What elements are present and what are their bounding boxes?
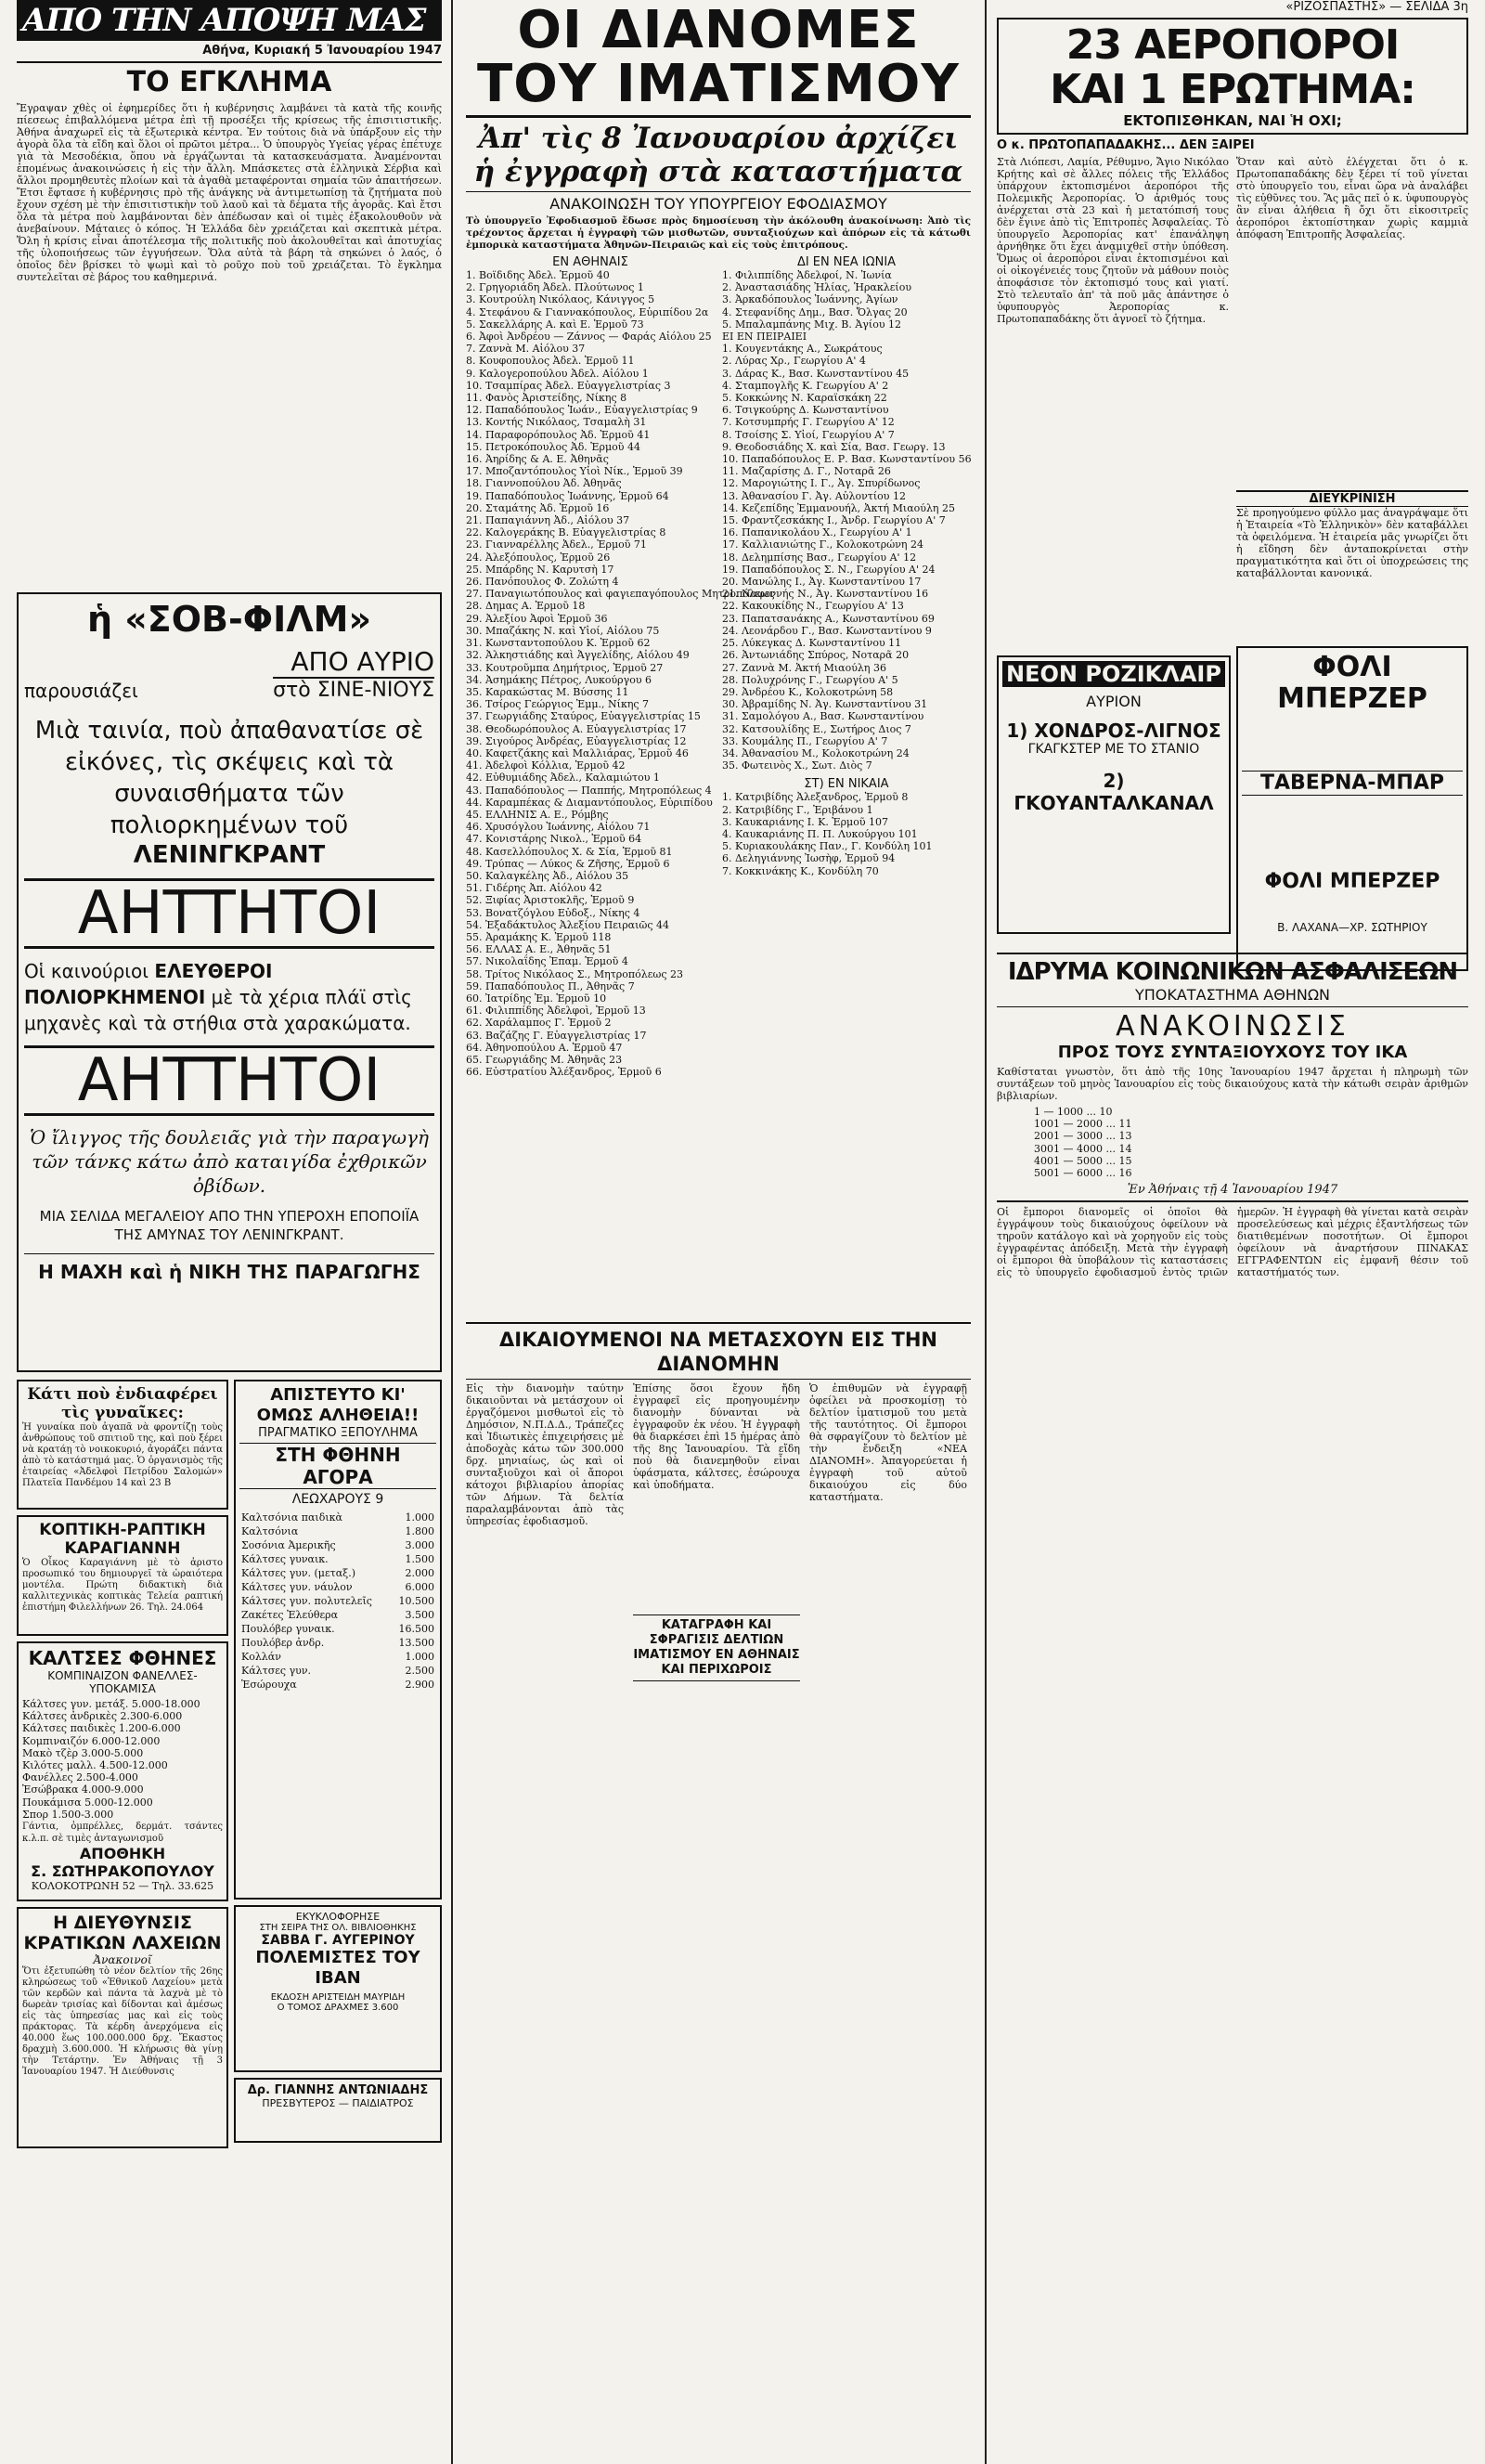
airmen-subheadline: ΕΚΤΟΠΙΣΘΗΚΑΝ, ΝΑΙ Ἡ ΟΧΙ; — [1123, 112, 1342, 129]
labor-text: Ὁ ἴλιγγος τῆς δουλειᾶς γιὰ τὴν παραγωγὴ τῶν τάνκς κάτω ἀπὸ καταιγίδα ἐχθρικῶν ὀβίδων. — [30, 1126, 429, 1197]
ika-branch: ΥΠΟΚΑΤΑΣΤΗΜΑ ΑΘΗΝΩΝ — [1134, 986, 1331, 1004]
list-item: 39. Σιγούρος Ἀνδρέας, Εὐαγγελιστρίας 12 — [466, 734, 687, 747]
price-item-name: Κάλτσες γυν. νάυλον — [241, 1581, 353, 1593]
list-item: 15. Φραντζεσκάκης Ι., Ἀνδρ. Γεωργίου Α' 7 — [722, 514, 946, 527]
piraeus-stores-list — [722, 269, 971, 772]
list-item: 55. Ἀραμάκης Κ. Ἑρμοῦ 118 — [466, 930, 612, 943]
list-item: 49. Τρύπας — Λύκος & Ζῆσης, Ἑρμοῦ 6 — [466, 857, 670, 870]
kopitiki-title: ΚΟΠΤΙΚΗ-ΡΑΠΤΙΚΗ ΚΑΡΑΓΙΑΝΝΗ — [39, 1521, 206, 1558]
book-edition: ΕΚΔΟΣΗ ΑΡΙΣΤΕΙΔΗ ΜΑΥΡΙΔΗ — [270, 1992, 406, 2003]
cinema-name: στὸ ΣΙΝΕ-ΝΙΟΥΣ — [273, 679, 434, 702]
list-item: 30. Μπαζάκης Ν. καὶ Υἱοί, Αἰόλου 75 — [466, 624, 660, 637]
list-item: 34. Ἀσημάκης Πέτρος, Λυκούργου 6 — [466, 673, 652, 686]
ladies-ad — [17, 1380, 228, 1510]
price-item: Κάλτσες γυν. μετάξ. 5.000-18.000 — [22, 1698, 200, 1710]
list-item: 35. Καρακώστας Μ. Βύσσης 11 — [466, 685, 629, 698]
list-item: 59. Παπαδόπουλος Π., Ἀθηνᾶς 7 — [466, 979, 635, 992]
list-item: 5. Κυριακουλάκης Παν., Γ. Κονδύλη 101 — [722, 840, 933, 853]
list-item: 13. Κοντής Νικόλαος, Τσαμαλὴ 31 — [466, 416, 647, 429]
kopitiki-text: Ὁ Οἶκος Καραγιάννη μὲ τὸ ἀριστο προσωπικό του δημιουργεῖ τὰ ὡραιότερα μοντέλα. Πρώτη διδακτικὴ διὰ καλλιτεχνικὰς κοπτικὰς Τελεία ραπτική ἐπιστήμη Φιλελλήνων 26. Τηλ. 24.064 — [22, 1558, 223, 1613]
cheap-market-address: ΛΕΩΧΑΡΟΥΣ 9 — [291, 1492, 384, 1507]
list-item: 33. Κουμάλης Π., Γεωργίου Α' 7 — [722, 734, 888, 747]
list-item: 15. Πετροκόπουλος Ἀδ. Ἑρμοῦ 44 — [466, 440, 640, 453]
price-item-value: 3.500 — [405, 1609, 434, 1621]
nikaia-title: ΣΤ) ΕΝ ΝΙΚΑΙΑ — [804, 777, 889, 792]
tavern-bar-label: ΤΑΒΕΡΝΑ-ΜΠΑΡ — [1242, 771, 1463, 796]
list-item: 31. Κωνσταντοπούλου Κ. Ἑρμοῦ 62 — [466, 637, 651, 650]
table-row — [239, 1511, 436, 1524]
headline-line-1: ΟΙ ΔΙΑΝΟΜΕΣ — [517, 0, 920, 60]
list-item: 61. Φιλιππίδης Ἀδελφοὶ, Ἑρμοῦ 13 — [466, 1005, 646, 1018]
list-item: 29. Ἀνδρέου Κ., Κολοκοτρώνη 58 — [722, 685, 894, 698]
nea-ionia-title: ΔΙ ΕΝ ΝΕΑ ΙΩΝΙΑ — [796, 255, 897, 269]
invincibles-title: ΑΗΤΤΗΤΟΙ — [24, 878, 434, 949]
list-item: 19. Παπαδόπουλος Σ. Ν., Γεωργίου Α' 24 — [722, 563, 936, 576]
column-rule-1 — [451, 0, 453, 2464]
price-item: Κομπιναιζόν 6.000-12.000 — [22, 1734, 161, 1747]
page-label: «ΡΙΖΟΣΠΑΣΤΗΣ» — ΣΕΛΙΔΑ 3η — [1285, 0, 1468, 14]
table-row — [239, 1678, 436, 1692]
list-item: 10. Παπαδόπουλος Ε. Ρ. Βασ. Κωνσταντίνου 56 — [722, 453, 972, 466]
list-item: 53. Βονατζόγλου Εὐδοξ., Νίκης 4 — [466, 906, 640, 919]
price-item-value: 6.000 — [405, 1581, 434, 1593]
price-item-value: 16.500 — [398, 1623, 434, 1635]
book-published: ΕΚΥΚΛΟΦΟΡΗΣΕ — [295, 1911, 381, 1923]
price-item-name: Καλτσόνια — [241, 1525, 299, 1537]
ika-schedule — [1034, 1106, 1468, 1179]
list-item: 9. Καλογεροπούλου Ἀδελ. Αἰόλου 1 — [466, 367, 649, 380]
list-item: 63. Βαζάζης Γ. Εὐαγγελιστρίας 17 — [466, 1029, 647, 1042]
clarification-title: ΔΙΕΥΚΡΙΝΙΣΗ — [1236, 490, 1468, 507]
airmen-headline-1: 23 ΑΕΡΟΠΟΡΟΙ — [1065, 21, 1400, 69]
list-item: 6. Δεληγιάννης Ἰωσὴφ, Ἑρμοῦ 94 — [722, 852, 896, 865]
book-series: ΣΤΗ ΣΕΙΡΑ ΤΗΣ ΟΛ. ΒΙΒΛΙΟΘΗΚΗΣ — [259, 1923, 417, 1933]
table-row — [239, 1594, 436, 1608]
epic-line: ΜΙΑ ΣΕΛΙΔΑ ΜΕΓΑΛΕΙΟΥ ΑΠΟ ΤΗΝ ΥΠΕΡΟΧΗ ΕΠΟΠΟΙΪΑ ΤΗΣ ΑΜΥΝΑΣ ΤΟΥ ΛΕΝΙΝΓΚΡΑΝΤ. — [39, 1208, 420, 1243]
price-item-value: 2.000 — [405, 1567, 434, 1579]
price-item-value: 1.000 — [405, 1511, 434, 1524]
list-item: 46. Χρυσόγλου Ἰωάννης, Αἰόλου 71 — [466, 821, 651, 834]
list-item: 24. Λεονάρδου Γ., Βασ. Κωνσταντίνου 9 — [722, 624, 932, 637]
list-item: 37. Γεωργιάδης Σταύρος, Εὐαγγελιστρίας 15 — [466, 710, 701, 723]
list-item: 64. Ἀθηνοπούλου Α. Ἑρμοῦ 47 — [466, 1041, 623, 1054]
price-item-name: Σοσόνια Ἀμερικῆς — [241, 1539, 336, 1551]
book-ad — [234, 1905, 442, 2072]
list-item: 5. Μπαλαμπάνης Μιχ. Β. Ἀγίου 12 — [722, 318, 901, 331]
airmen-article-text-2: Ὅταν καὶ αὐτὸ ἐλέγχεται ὅτι ὁ κ. Πρωτοπαπαδάκης δὲν ξέρει τί τοῦ γίνεται στὸ ὑπουργεῖο του, εἶναι ὥρα νὰ ἀναλάβει τὶς εὐθῦνες του. Ἂς μᾶς πεῖ ὁ κ. ὑφυπουργὸς ἂν εἶναι ἀλήθεια ἢ ὄχι ὅτι εἰκοσιτρεῖς ἀεροπόροι ἐκτοπίστηκαν χωρὶς καμμιὰ ἀπόφαση Ἐπιτροπῆς Ἀσφαλείας. — [1236, 156, 1468, 240]
schedule-row: 2001 — 3000 ... 13 — [1034, 1130, 1132, 1143]
list-item: 9. Θεοδοσιάδης Χ. καὶ Σία, Βασ. Γεωργ. 13 — [722, 440, 946, 453]
airmen-article-text: Στὰ Λιόπεσι, Λαμία, Ρέθυμνο, Ἄγιο Νικόλαο Κρήτης καὶ σὲ ἄλλες πόλεις τῆς Ἑλλάδος ὑπάρχουν ἐκτοπισμένοι ἀεροπόροι τῆς Πολεμικῆς Ἀεροπορίας. Ὁ ἀριθμός τους ἀνέρχεται στὰ 23 καὶ ἡ μετατόπισή τους δὲν ἔγινε ἀπὸ τὶς Ἐπιτροπὲς Ἀσφαλείας. Τὸ ὑπουργεῖο Ἀεροπορίας κατ' ἐπανάληψη ἀρνήθηκε ὅτι ἔχει ἀναμιχθεῖ στὴν ὑπόθεση. Ὅμως οἱ ἀεροπόροι εἶναι ἐκτοπισμένοι καὶ οἱ οἰκογένειές τους ζητοῦν νὰ μάθουν ποιὸς ἀποφάσισε τὸν ἐκτοπισμό τους καὶ γιατί. Στὸ τελευταῖο ἀπ' τὰ ποῦ μᾶς ἀπάντησε ὁ ὑφυπουργὸς Ἀεροπορίας κ. Πρωτοπαπαδάκης ὅτι ἀγνοεῖ τὸ ζήτημα. — [997, 156, 1229, 325]
list-item: 66. Εὐστρατίου Ἀλέξανδρος, Ἑρμοῦ 6 — [466, 1066, 662, 1079]
doctor-name: Δρ. ΓΙΑΝΝΗΣ ΑΝΤΩΝΙΑΔΗΣ — [247, 2083, 429, 2097]
list-item: 33. Κουτροῦμπα Δημήτριος, Ἑρμοῦ 27 — [466, 661, 664, 674]
list-item: 6. Ἀφοὶ Ἀνδρέου — Ζάννος — Φαράς Αἰόλου 25 — [466, 331, 712, 344]
kopitiki-ad — [17, 1515, 228, 1636]
price-item: Κάλτσες ἀνδρικὲς 2.300-6.000 — [22, 1710, 183, 1723]
list-item: 2. Γρηγοριάδη Ἀδελ. Πλούτωνος 1 — [466, 281, 644, 294]
lottery-sub: Ἀνακοινοῖ — [93, 1953, 152, 1966]
list-item: 7. Κοτσυμπρής Γ. Γεωργίου Α' 12 — [722, 416, 895, 429]
price-item-value: 1.000 — [405, 1651, 434, 1663]
price-item-value: 2.900 — [405, 1679, 434, 1691]
lottery-title: Η ΔΙΕΥΘΥΝΣΙΣ ΚΡΑΤΙΚΩΝ ΛΑΧΕΙΩΝ — [23, 1913, 222, 1953]
free-text-b: ΕΛΕΥΘΕΡΟΙ ΠΟΛΙΟΡΚΗΜΕΝΟΙ — [24, 960, 273, 1008]
ika-announcement-sub: ΠΡΟΣ ΤΟΥΣ ΣΥΝΤΑΞΙΟΥΧΟΥΣ ΤΟΥ ΙΚΑ — [1057, 1043, 1408, 1062]
price-item-name: Κάλτσες γυν. πολυτελεῖς — [241, 1595, 372, 1607]
list-item: 35. Φωτεινὸς Χ., Σωτ. Διὸς 7 — [722, 759, 872, 772]
socks-price-list — [22, 1698, 223, 1821]
list-item: 22. Καλογεράκης Β. Εὐαγγελιστρίας 8 — [466, 526, 666, 539]
price-item-value: 10.500 — [398, 1595, 434, 1607]
airmen-subheadline-2: Ο κ. ΠΡΩΤΟΠΑΠΑΔΑΚΗΣ... ΔΕΝ ΞΑΙΡΕΙ — [997, 138, 1255, 152]
schedule-row: 3001 — 4000 ... 14 — [1034, 1142, 1132, 1155]
editorial-text: Ἔγραψαν χθὲς οἱ ἐφημερίδες ὅτι ἡ κυβέρνησις λαμβάνει τὰ κατὰ τῆς κοινῆς πίεσεως ἐπιβαλλόμενα μέτρα ἐπὶ τῇ προσέξει τῆς κρίσεως τῆς ἐπισιτιστικῆς. Ἀθήνα ἀναχωρεῖ εἰς τὰ ἐξωτερικὰ κέντρα. Ἐν τούτοις διὰ νὰ ὑπάρξουν εἰς τὴν ἀγορὰ ὅλα τὰ εἴδη καὶ ὅλοι οἱ πρῶτοι μέτρα... Ὁ ὑπουργὸς Υγείας γέρας ἐπέτυχε γιὰ τὰ Μεσοδέκια, ὅπου νὰ ἐργάζωνται τὰ κατασκευάσματα. Ἀναμένονται ἐπομένως ἀνακοινώσεις ἡ εἰς τὴν ἄλλη. Μπάσκετες στὰ ἐλληνικὰ Σέρβια καὶ ἄλλοι προμηθευτὲς πλοίων καὶ τὰ ἀγαθὰ μεταφέρονται σημαία τῶν ἀπαιτήσεων. Ἔτσι ἔφτασε ἡ κυβέρνησις πρὸ τῆς ἀνάγκης νὰ ἀντιμετωπίσῃ τὰ ζητήματα ποὺ ἔχουν σχέση μὲ τὴν ἐπισιτιστικὴν τοῦ λαοῦ καὶ τὰ δέματα τῆς ἀγορᾶς. Καὶ ἔτσι ὅλα τὰ μέτρα ποὺ λαμβάνονται δὲν ἀπέδωσαν καὶ οἱ τιμὲς ἐξακολουθοῦν νὰ ἀνεβαίνουν. Μάταιες ὁ κόπος. Ἡ Ἑλλάδα δὲν χρειάζεται καὶ σκεπτικὰ μέτρα. Ὅλη ἡ κρίσις εἶναι ἀποτέλεσμα τῆς πολιτικῆς ποὺ ἀκολουθεῖται καὶ ἀποτυχίας τῆς ὑλοποιήσεως τῶν ἐγγυήσεων. Ὅλα αὐτὰ τὰ βάρη τὰ σηκώνει ὁ λαός, ὁ ὁποῖος δὲν βρίσκει τὸ ψωμὶ καὶ τὸ ροῦχο ποὺ τοῦ χρειάζεται. Τὸ ἔγκλημα συντελεῖται σὲ βάρος του καθημερινά. — [17, 102, 442, 283]
price-item-name: Κολλάν — [241, 1651, 281, 1663]
price-item: Σπορ 1.500-3.000 — [22, 1808, 114, 1821]
list-item: 2. Ἀναστασιάδης Ἠλίας, Ἡρακλείου — [722, 281, 912, 294]
date-line: Αθήνα, Κυριακή 5 Ἰανουαρίου 1947 — [202, 44, 442, 58]
list-item: 4. Καυκαριάνης Π. Π. Λυκούργου 101 — [722, 827, 918, 840]
list-item: 27. Ζαννὰ Μ. Ἀκτή Μιαούλη 36 — [722, 661, 886, 674]
free-text-a: Οἱ καινούριοι — [24, 960, 149, 982]
ika-announcement-title: ΑΝΑΚΟΙΝΩΣΙΣ — [1116, 1010, 1349, 1043]
list-item: 4. Στεφανίδης Δημ., Βασ. Ὄλγας 20 — [722, 305, 908, 318]
price-item: Κιλότες μαλλ. 4.500-12.000 — [22, 1759, 168, 1772]
store-title: ΑΠΟΘΗΚΗ — [79, 1845, 166, 1863]
list-item: 19. Παπαδόπουλος Ἰωάννης, Ἑρμοῦ 64 — [466, 489, 669, 502]
cheap-market-title: ΑΠΙΣΤΕΥΤΟ ΚΙ' ΟΜΩΣ ΑΛΗΘΕΙΑ!! — [256, 1385, 420, 1425]
price-item-name: Καλτσόνια παιδικὰ — [241, 1511, 342, 1524]
table-row — [239, 1650, 436, 1664]
list-item: 29. Ἀλεξίου Ἀφοὶ Ἑρμοῦ 36 — [466, 612, 608, 625]
list-item: 18. Γιαννοπούλου Ἀδ. Ἀθηνᾶς — [466, 477, 622, 490]
list-item: 28. Δημας Α. Ἑρμοῦ 18 — [466, 600, 586, 613]
list-item: 58. Τρίτος Νικόλαος Σ., Μητροπόλεως 23 — [466, 967, 684, 980]
list-item: 7. Κοκκινάκης Κ., Κονδύλη 70 — [722, 864, 879, 877]
price-table — [239, 1511, 436, 1692]
subheadline-1: Ἀπ' τὶς 8 Ἰανουαρίου ἀρχίζει — [478, 122, 959, 155]
list-item: 6. Τσιγκούρης Δ. Κωνσταντίνου — [722, 404, 889, 417]
list-item: 44. Καραμπέκας & Διαμαντόπουλος, Εὐριπίδου — [466, 796, 713, 809]
subheadline-2: ἡ ἐγγραφὴ στὰ καταστήματα — [473, 155, 963, 188]
foli-berzer-sub: ΦΟΛΙ ΜΠΕΡΖΕΡ — [1264, 870, 1440, 893]
list-item: 1. Κατριβίδης Ἀλεξανδρος, Ἑρμοῦ 8 — [722, 791, 909, 804]
table-row — [239, 1524, 436, 1538]
list-item: 51. Γιδέρης Ἀπ. Αἰόλου 42 — [466, 882, 602, 895]
ika-date: Ἐν Ἀθήναις τῇ 4 Ἰανουαρίου 1947 — [1127, 1183, 1338, 1198]
table-row — [239, 1580, 436, 1594]
table-row — [239, 1566, 436, 1580]
airmen-headline-2: ΚΑΙ 1 ΕΡΩΤΗΜΑ: — [1050, 66, 1415, 113]
table-row — [239, 1608, 436, 1622]
ika-text: Καθίσταται γνωστὸν, ὅτι ἀπὸ τῆς 10ης Ἰανουαρίου 1947 ἄρχεται ἡ πληρωμὴ τῶν συντάξεων τοῦ μηνὸς Ἰανουαρίου εἰς τοὺς δικαιούχους κατὰ τὴν κάτωθι σειρὰν ἀριθμῶν βιβλιαρίων. — [997, 1066, 1468, 1102]
list-item: ΕΙ ΕΝ ΠΕΙΡΑΙΕΙ — [722, 331, 807, 344]
eligibility-text-right: Ὁ ἐπιθυμῶν νὰ ἐγγραφῇ ὀφείλει νὰ προσκομίσῃ τὸ δελτίον ἱματισμοῦ του μετὰ τῆς ταυτότητος. Οἱ ἔμποροι θὰ σφραγίζουν τὸ δελτίον μὲ τὴν ἔνδειξη «ΝΕΑ ΔΙΑΝΟΜΗ». Ἀπαγορεύεται ἡ ἐγγραφὴ τοῦ αὐτοῦ δικαιούχου εἰς δύο καταστήματα. — [809, 1382, 967, 1503]
list-item: 14. Κεζεπίδης Ἐμμανουήλ, Ἀκτή Μιαούλη 25 — [722, 501, 956, 514]
list-item: 41. Ἀδελφοὶ Κόλλια, Ἑρμοῦ 42 — [466, 759, 626, 772]
leningrad-label: ΛΕΝΙΝΓΚΡΑΝΤ — [133, 841, 326, 869]
eligibility-headline: ΔΙΚΑΙΟΥΜΕΝΟΙ ΝΑ ΜΕΤΑΣΧΟΥΝ ΕΙΣ ΤΗΝ ΔΙΑΝΟΜΗΝ — [499, 1329, 937, 1375]
eligibility-text-left: Εἰς τὴν διανομὴν ταύτην δικαιοῦνται νὰ μετάσχουν οἱ ἐργαζόμενοι μισθωτοὶ εἰς τὸ Δημόσιον, Ν.Π.Δ.Δ., Τράπεζες καὶ Ἰδιωτικὲς ἐπιχειρήσεις μὲ ἀποδοχὰς κάτω τῶν 300.000 δρχ. μηνιαίως, ὡς καὶ οἱ συνταξιοῦχοι καὶ οἱ ἄποροι κάτοχοι βιβλιαρίου ἀπορίας τῶν Δήμων. Τὰ δελτία παραλαμβάνονται ἀπὸ τὰς ὑπηρεσίας ἐφοδιασμοῦ. — [466, 1382, 624, 1527]
list-item: 22. Κακουκίδης Ν., Γεωργίου Α' 13 — [722, 600, 904, 613]
book-price: Ο ΤΟΜΟΣ ΔΡΑΧΜΕΣ 3.600 — [277, 2003, 399, 2013]
list-item: 11. Φανὸς Ἀριστείδης, Νίκης 8 — [466, 392, 627, 405]
list-item: 21. Παπαγιάννη Ἀδ., Αἰόλου 37 — [466, 514, 630, 527]
list-item: 45. ΕΛΛΗΝΙΣ Α. Ε., Ρόμβης — [466, 808, 609, 821]
column-rule-2 — [985, 0, 987, 2464]
price-item-name: Πουλόβερ γυναικ. — [241, 1623, 335, 1635]
right-column — [991, 0, 1474, 2464]
list-item: 30. Ἀβραμίδης Ν. Ἀγ. Κωνσταντίνου 31 — [722, 698, 928, 711]
sov-film-ad — [17, 592, 442, 1372]
list-item: 12. Μαρογιώτης Ι. Γ., Ἀγ. Σπυρίδωνος — [722, 477, 921, 490]
lottery-notice — [17, 1907, 228, 2148]
foli-berzer-ad — [1236, 646, 1468, 971]
announcement-intro: Τὸ ὑπουργεῖο Ἐφοδιασμοῦ ἔδωσε πρὸς δημοσίευση τὴν ἀκόλουθη ἀνακοίνωση: Ἀπὸ τὶς τρέχοντος ἄρχεται ἡ ἐγγραφὴ τῶν μισθωτῶν, συνταξιούχων καὶ ἀπόρων εἰς τὰ κάτωθι ἐμπορικὰ καταστήματα Ἀθηνῶν-Πειραιῶς καὶ εἰς τοὺς ἐπιτρόπους. — [466, 215, 971, 251]
table-row — [239, 1622, 436, 1636]
free-text-c: μὲ τὰ χέρια πλάϊ στὶς μηχανὲς καὶ τὰ στήθια στὰ χαρακώματα. — [24, 986, 412, 1034]
list-item: 54. Ἐξαδάκτυλος Ἀλεξίου Πειραιῶς 44 — [466, 918, 670, 931]
list-item: 38. Θεοδωρόπουλος Α. Εὐαγγελιστρίας 17 — [466, 722, 687, 735]
list-item: 36. Τσίρος Γεώργιος Ἐμμ., Νίκης 7 — [466, 698, 650, 711]
price-item: Φανέλλες 2.500-4.000 — [22, 1771, 138, 1784]
book-author: ΣΑΒΒΑ Γ. ΑΥΓΕΡΙΝΟΥ — [261, 1933, 415, 1948]
list-item: 60. Ἰατρίδης Ἐμ. Ἑρμοῦ 10 — [466, 992, 607, 1005]
ladies-text: Ἡ γυναίκα ποὺ ἀγαπᾶ νὰ φροντίζῃ τοὺς ἀνθρώπους τοῦ σπιτιοῦ της, καὶ ποὺ ξέρει νὰ κρατάῃ τὸ νοικοκυριό, ἀγοράζει πάντα ἀπὸ τὸ κατάστημά μας. Ὁ ὀργανισμὸς τῆς ἑταιρείας «Ἀδελφοὶ Πετρίδου Σαλομών» Πλατεῖα Πανδέμου 14 καὶ 23 Β — [22, 1422, 223, 1488]
price-item-name: Κάλτσες γυναικ. — [241, 1553, 329, 1565]
list-item: 26. Πανόπουλος Φ. Ζολώτη 4 — [466, 576, 619, 589]
center-column — [458, 0, 978, 2464]
price-item-value: 2.500 — [405, 1665, 434, 1677]
list-item: 47. Κονιστάρης Νικολ., Ἑρμοῦ 64 — [466, 833, 642, 846]
ika-title: ΙΔΡΥΜΑ ΚΟΙΝΩΝΙΚΩΝ ΑΣΦΑΛΙΣΕΩΝ — [1007, 958, 1458, 986]
presents-label: παρουσιάζει — [24, 680, 138, 702]
film-description: Μιὰ ταινία, ποὺ ἀπαθανατίσε σὲ εἰκόνες, τὶς σκέψεις καὶ τὰ συναισθήματα τῶν πολιορκημένων τοῦ — [34, 717, 424, 839]
list-item: 31. Σαμολόγου Α., Βασ. Κωνσταντίνου — [722, 710, 924, 723]
list-item: 40. Καφετζάκης καὶ Μαλλιάρας, Ἑρμοῦ 46 — [466, 746, 689, 759]
list-item: 7. Ζαννὰ Μ. Αἰόλου 37 — [466, 343, 586, 356]
price-item: Κάλτσες παιδικὲς 1.200-6.000 — [22, 1722, 181, 1735]
list-item: 3. Κουτρούλη Νικόλαος, Κάνιγγος 5 — [466, 293, 655, 306]
book-title: ΠΟΛΕΜΙΣΤΕΣ ΤΟΥ ΙΒΑΝ — [255, 1948, 420, 1988]
list-item: 3. Ἀρκαδόπουλος Ἰωάννης, Ἀγίων — [722, 293, 898, 306]
roziklair-film-1-sub: ΓΚΑΓΚΣΤΕΡ ΜΕ ΤΟ ΣΤΑΝΙΟ — [1027, 742, 1200, 757]
roziklair-film-1: 1) ΧΟΝΔΡΟΣ-ΛΙΓΝΟΣ — [1006, 720, 1221, 742]
foli-berzer-owners: Β. ΛΑΧΑΝΑ—ΧΡ. ΣΩΤΗΡΙΟΥ — [1277, 921, 1427, 934]
table-row — [239, 1664, 436, 1678]
masthead: ΑΠΟ ΤΗΝ ΑΠΟΨΗ ΜΑΣ — [17, 0, 442, 41]
list-item: 56. ΕΛΛΑΣ Α. Ε., Ἀθηνᾶς 51 — [466, 943, 612, 956]
list-item: 3. Καυκαριάνης Ι. Κ. Ἑρμοῦ 107 — [722, 815, 888, 828]
list-item: 43. Παπαδόπουλος — Παππής, Μητροπόλεως 4 — [466, 784, 712, 797]
area-athens-title: ΕΝ ΑΘΗΝΑΙΣ — [552, 255, 628, 269]
list-item: 28. Πολυχρόνης Γ., Γεωργίου Α' 5 — [722, 673, 898, 686]
list-item: 32. Κατσουλίδης Ε., Σωτήρος Διος 7 — [722, 722, 911, 735]
list-item: 3. Δάρας Κ., Βασ. Κωνσταντίνου 45 — [722, 367, 910, 380]
list-item: 2. Κατριβίδης Γ., Ἐριβάνου 1 — [722, 803, 873, 816]
socks-sub: ΚΟΜΠΙΝΑΙΖΟΝ ΦΑΝΕΛΛΕΣ-ΥΠΟΚΑΜΙΣΑ — [47, 1669, 198, 1695]
list-item: 18. Δελημπίσης Βασ., Γεωργίου Α' 12 — [722, 551, 917, 564]
price-item-name: Ζακέτες Ἐλεύθερα — [241, 1609, 339, 1621]
list-item: 16. Ἀηρίδης & Α. Ε. Ἀθηνᾶς — [466, 453, 609, 466]
list-item: 48. Κασελλόπουλος Χ. & Σία, Ἑρμοῦ 81 — [466, 845, 673, 858]
socks-title: ΚΑΛΤΣΕΣ ΦΘΗΝΕΣ — [28, 1647, 217, 1669]
list-item: 24. Ἀλεξόπουλος, Ἑρμοῦ 26 — [466, 551, 611, 564]
registration-subheading: ΚΑΤΑΓΡΑΦΗ ΚΑΙ ΣΦΡΑΓΙΣΙΣ ΔΕΛΤΙΩΝ ΙΜΑΤΙΣΜΟΥ ΕΝ ΑΘΗΝΑΙΣ ΚΑΙ ΠΕΡΙΧΩΡΟΙΣ — [633, 1615, 800, 1681]
list-item: 25. Λύκεγκας Δ. Κωνσταντίνου 11 — [722, 637, 902, 650]
list-item: 14. Παραφορόπουλος Ἀδ. Ἑρμοῦ 41 — [466, 428, 651, 441]
list-item: 8. Τσοίσης Σ. Υἱοί, Γεωργίου Α' 7 — [722, 428, 895, 441]
list-item: 4. Σταμπογλῆς Κ. Γεωργίου Α' 2 — [722, 379, 889, 392]
price-item-value: 1.800 — [405, 1525, 434, 1537]
list-item: 1. Κουγεντάκης Α., Σωκράτους — [722, 343, 883, 356]
store-address: ΚΟΛΟΚΟΤΡΩΝΗ 52 — Τηλ. 33.625 — [31, 1880, 214, 1893]
schedule-row: 1 — 1000 ... 10 — [1034, 1106, 1113, 1118]
doctor-title: ΠΡΕΣΒΥΤΕΡΟΣ — ΠΑΙΔΙΑΤΡΟΣ — [262, 2097, 414, 2109]
list-item: 26. Ἀντωνιάδης Σπύρος, Νοταρᾶ 20 — [722, 649, 910, 662]
registration-rules-text: Οἱ ἔμποροι διανομεῖς οἱ ὁποῖοι θὰ ἐγγράψουν τοὺς δικαιούχους ὀφείλουν νὰ τηροῦν κατάλογο καὶ νὰ χορηγοῦν εἰς τοὺς ἐγγραφέντας ἀπόδειξη. Μετὰ τὴν ἐγγραφὴ οἱ ἔμποροι θὰ ὑποβάλουν τὶς καταστάσεις εἰς τὸ ὑπουργεῖο ἐφοδιασμοῦ ἐντὸς τριῶν ἡμερῶν. Ἡ ἐγγραφὴ θὰ γίνεται κατὰ σειρὰν προσελεύσεως καὶ μέχρις ἐξαντλήσεως τῶν διατιθεμένων ποσοτήτων. Οἱ ἔμποροι ὀφείλουν νὰ ἀναρτήσουν ΠΙΝΑΚΑΣ ΕΓΓΡΑΦΕΝΤΩΝ εἰς ἐμφανῆ θέσιν τοῦ καταστήματός των. — [997, 1206, 1468, 1279]
headline-line-2: ΤΟΥ ΙΜΑΤΙΣΜΟΥ — [477, 54, 960, 114]
list-item: 10. Τσαμπίρας Ἀδελ. Εὐαγγελιστρίας 3 — [466, 379, 671, 392]
sov-film-title: ἡ «ΣΟΒ-ΦΙΛΜ» — [86, 599, 372, 640]
list-item: 25. Μπάρδης Ν. Καρυτσὴ 17 — [466, 563, 614, 576]
list-item: 50. Καλαγκέλης Ἀδ., Αἰόλου 35 — [466, 869, 629, 882]
list-item: 2. Λύρας Χρ., Γεωργίου Α' 4 — [722, 355, 866, 368]
ministry-announcement: ΑΝΑΚΟΙΝΩΣΗ ΤΟΥ ΥΠΟΥΡΓΕΙΟΥ ΕΦΟΔΙΑΣΜΟΥ — [549, 195, 887, 213]
list-item: 17. Καλλιανιώτης Γ., Κολοκοτρώνη 24 — [722, 538, 923, 551]
list-item: 13. Ἀθανασίου Γ. Ἀγ. Αὐλοντίου 12 — [722, 489, 906, 502]
airmen-article — [997, 18, 1468, 135]
ladies-title: Κάτι ποὺ ἐνδιαφέρει τὶς γυναῖκες: — [27, 1385, 218, 1422]
invincibles-title-2: ΑΗΤΤΗΤΟΙ — [24, 1045, 434, 1116]
schedule-row: 1001 — 2000 ... 11 — [1034, 1118, 1132, 1131]
table-row — [239, 1552, 436, 1566]
from-tomorrow: ΑΠΟ ΑΥΡΙΟ — [273, 646, 434, 679]
list-item: 57. Νικολαΐδης Ἐπαμ. Ἑρμοῦ 4 — [466, 955, 628, 968]
list-item: 32. Ἀλκηστιάδης καὶ Ἀγγελίδης, Αἰόλου 49 — [466, 649, 690, 662]
list-item: 62. Χαράλαμπος Γ. Ἑρμοῦ 2 — [466, 1017, 612, 1030]
doctor-ad — [234, 2078, 442, 2143]
price-item-value: 3.000 — [405, 1539, 434, 1551]
list-item: 21. Ναφεννής Ν., Ἀγ. Κωνσταντίνου 16 — [722, 588, 929, 601]
list-item: 5. Σακελλάρης Α. καὶ Ε. Ἑρμοῦ 73 — [466, 318, 644, 331]
socks-ad — [17, 1641, 228, 1901]
cheap-market-sub: ΠΡΑΓΜΑΤΙΚΟ ΞΕΠΟΥΛΗΜΑ — [258, 1426, 418, 1440]
clarification-text: Σὲ προηγούμενο φύλλο μας ἀναγράψαμε ὅτι ἡ Ἑταιρεία «Τὸ Ἑλληνικὸν» δὲν καταβάλλει τὰ ὀφειλόμενα. Ἡ ἑταιρεία μᾶς γνωρίζει ὅτι ἡ εἴδηση δὲν ἀνταποκρίνεται στὴν πραγματικότητα καὶ ὅτι οἱ ὑποχρεώσεις της καταβάλλονται κανονικά. — [1236, 507, 1468, 579]
schedule-row: 4001 — 5000 ... 15 — [1034, 1154, 1132, 1167]
list-item: 17. Μποζαντόπουλος Υἱοὶ Νίκ., Ἑρμοῦ 39 — [466, 465, 683, 478]
price-item-name: Ἐσώρουχα — [241, 1679, 297, 1691]
editorial-title: ΤΟ ΕΓΚΛΗΜΑ — [126, 66, 332, 98]
schedule-row: 5001 — 6000 ... 16 — [1034, 1167, 1132, 1180]
list-item: 34. Ἀθανασίου Μ., Κολοκοτρώνη 24 — [722, 746, 910, 759]
foli-berzer-title: ΦΟΛΙ ΜΠΕΡΖΕΡ — [1277, 651, 1427, 715]
list-item: 65. Γεωργιάδης Μ. Ἀθηνᾶς 23 — [466, 1054, 623, 1066]
list-item: 8. Κουφοπουλος Ἀδελ. Ἑρμοῦ 11 — [466, 355, 635, 368]
lottery-text: Ὅτι ἐξετυπώθη τὸ νέον δελτίον τῆς 26ης κληρώσεως τοῦ «Ἐθνικοῦ Λαχείου» μετὰ τῶν κερδῶν καὶ πάντα τὰ λαχνὰ μὲ τὸ δωρεὰν τρισίας καὶ δίδονται καὶ ἀμέσως εἰς τὰς ὑπηρεσίας μας καὶ εἰς τοὺς πράκτορας. Τὰ κέρδη ἀνερχόμενα εἰς 40.000 ἕως 100.000.000 δρχ. Ἔκαστος δραχμὴ 3.600.000. Ἡ κλήρωσις θὰ γίνῃ τὴν Τετάρτην. Ἐν Ἀθήναις τῇ 3 Ἰανουαρίου 1947. Ἡ Διεύθυνσις — [22, 1966, 223, 2077]
list-item: 42. Εὐθυμιάδης Ἀδελ., Καλαμιώτου 1 — [466, 772, 660, 785]
table-row — [239, 1538, 436, 1552]
price-item: Πουκάμισα 5.000-12.000 — [22, 1796, 153, 1809]
socks-note: Γάντια, ὀμπρέλλες, δερμάτ. τσάντες κ.λ.π. σὲ τιμὲς ἀνταγωνισμοῦ — [22, 1822, 223, 1845]
list-item: 16. Παπανικολάου Χ., Γεωργίου Α' 1 — [722, 526, 912, 539]
list-item: 52. Ξιφίας Ἀριστοκλῆς, Ἑρμοῦ 9 — [466, 894, 635, 907]
list-item: 27. Παναγιωτόπουλος καὶ φαγιεπαγόπουλος Μητροπόλεως — [466, 588, 775, 601]
eligibility-text-middle: Ἐπίσης ὅσοι ἔχουν ἤδη ἐγγραφεῖ εἰς προηγουμένην διανομὴν δύνανται νὰ ἐγγραφοῦν ἐκ νέου. Ἡ ἐγγραφὴ θὰ διαρκέσει ἐπὶ 15 ἡμέρας ἀπὸ τῆς 8ης Ἰανουαρίου. Τὰ εἴδη ποὺ θὰ διανεμηθοῦν εἶναι ὑφάσματα, κάλτσες, ἐσώρουχα καὶ ὑποδήματα. — [633, 1382, 800, 1491]
list-item: 4. Στεφάνου & Γιαννακόπουλος, Εὐριπίδου 2α — [466, 305, 709, 318]
list-item: 12. Παπαδόπουλος Ἰωάν., Εὐαγγελιστρίας 9 — [466, 404, 698, 417]
nikaia-stores-list — [722, 791, 971, 876]
cheap-market-name: ΣΤΗ ΦΘΗΝΗ ΑΓΟΡΑ — [239, 1443, 436, 1489]
list-item: 11. Μαζαρίσης Δ. Γ., Νοταρᾶ 26 — [722, 465, 891, 478]
list-item: 23. Παπατσανάκης Α., Κωνσταντίνου 69 — [722, 612, 935, 625]
price-item-name: Πουλόβερ ἀνδρ. — [241, 1637, 325, 1649]
battle-line: Η ΜΑΧΗ καὶ ἡ ΝΙΚΗ ΤΗΣ ΠΑΡΑΓΩΓΗΣ — [24, 1253, 434, 1284]
table-row — [239, 1636, 436, 1650]
price-item-value: 13.500 — [398, 1637, 434, 1649]
roziklair-film-2: 2) ΓΚΟΥΑΝΤΑΛΚΑΝΑΛ — [1014, 770, 1214, 814]
price-item: Μακὸ τζὲρ 3.000-5.000 — [22, 1746, 144, 1759]
roziklair-tomorrow: ΑΥΡΙΟΝ — [1086, 693, 1142, 710]
store-name: Σ. ΣΩΤΗΡΑΚΟΠΟΥΛΟΥ — [31, 1862, 214, 1881]
list-item: 20. Μανώλης Ι., Ἀγ. Κωνσταντίνου 17 — [722, 576, 922, 589]
cheap-market-ad — [234, 1380, 442, 1900]
list-item: 20. Σταμάτης Ἀδ. Ἑρμοῦ 16 — [466, 501, 610, 514]
price-item-name: Κάλτσες γυν. — [241, 1665, 312, 1677]
list-item: 1. Βοϊδιδης Ἀδελ. Ἑρμοῦ 40 — [466, 269, 610, 281]
list-item: 23. Γιανναρέλλης Ἀδελ., Ἑρμοῦ 71 — [466, 538, 647, 551]
list-item: 5. Κοκκώνης Ν. Καραϊσκάκη 22 — [722, 392, 887, 405]
roziklair-title: ΝΕΟΝ ΡΟΖΙΚΛΑΙΡ — [1002, 661, 1225, 687]
price-item: Ἐσώβρακα 4.000-9.000 — [22, 1783, 144, 1796]
list-item: 1. Φιλιππίδης Ἀδελφοί, Ν. Ἰωνία — [722, 269, 892, 281]
price-item-value: 1.500 — [405, 1553, 434, 1565]
price-item-name: Κάλτσες γυν. (μεταξ.) — [241, 1567, 356, 1579]
left-column — [11, 0, 447, 2464]
